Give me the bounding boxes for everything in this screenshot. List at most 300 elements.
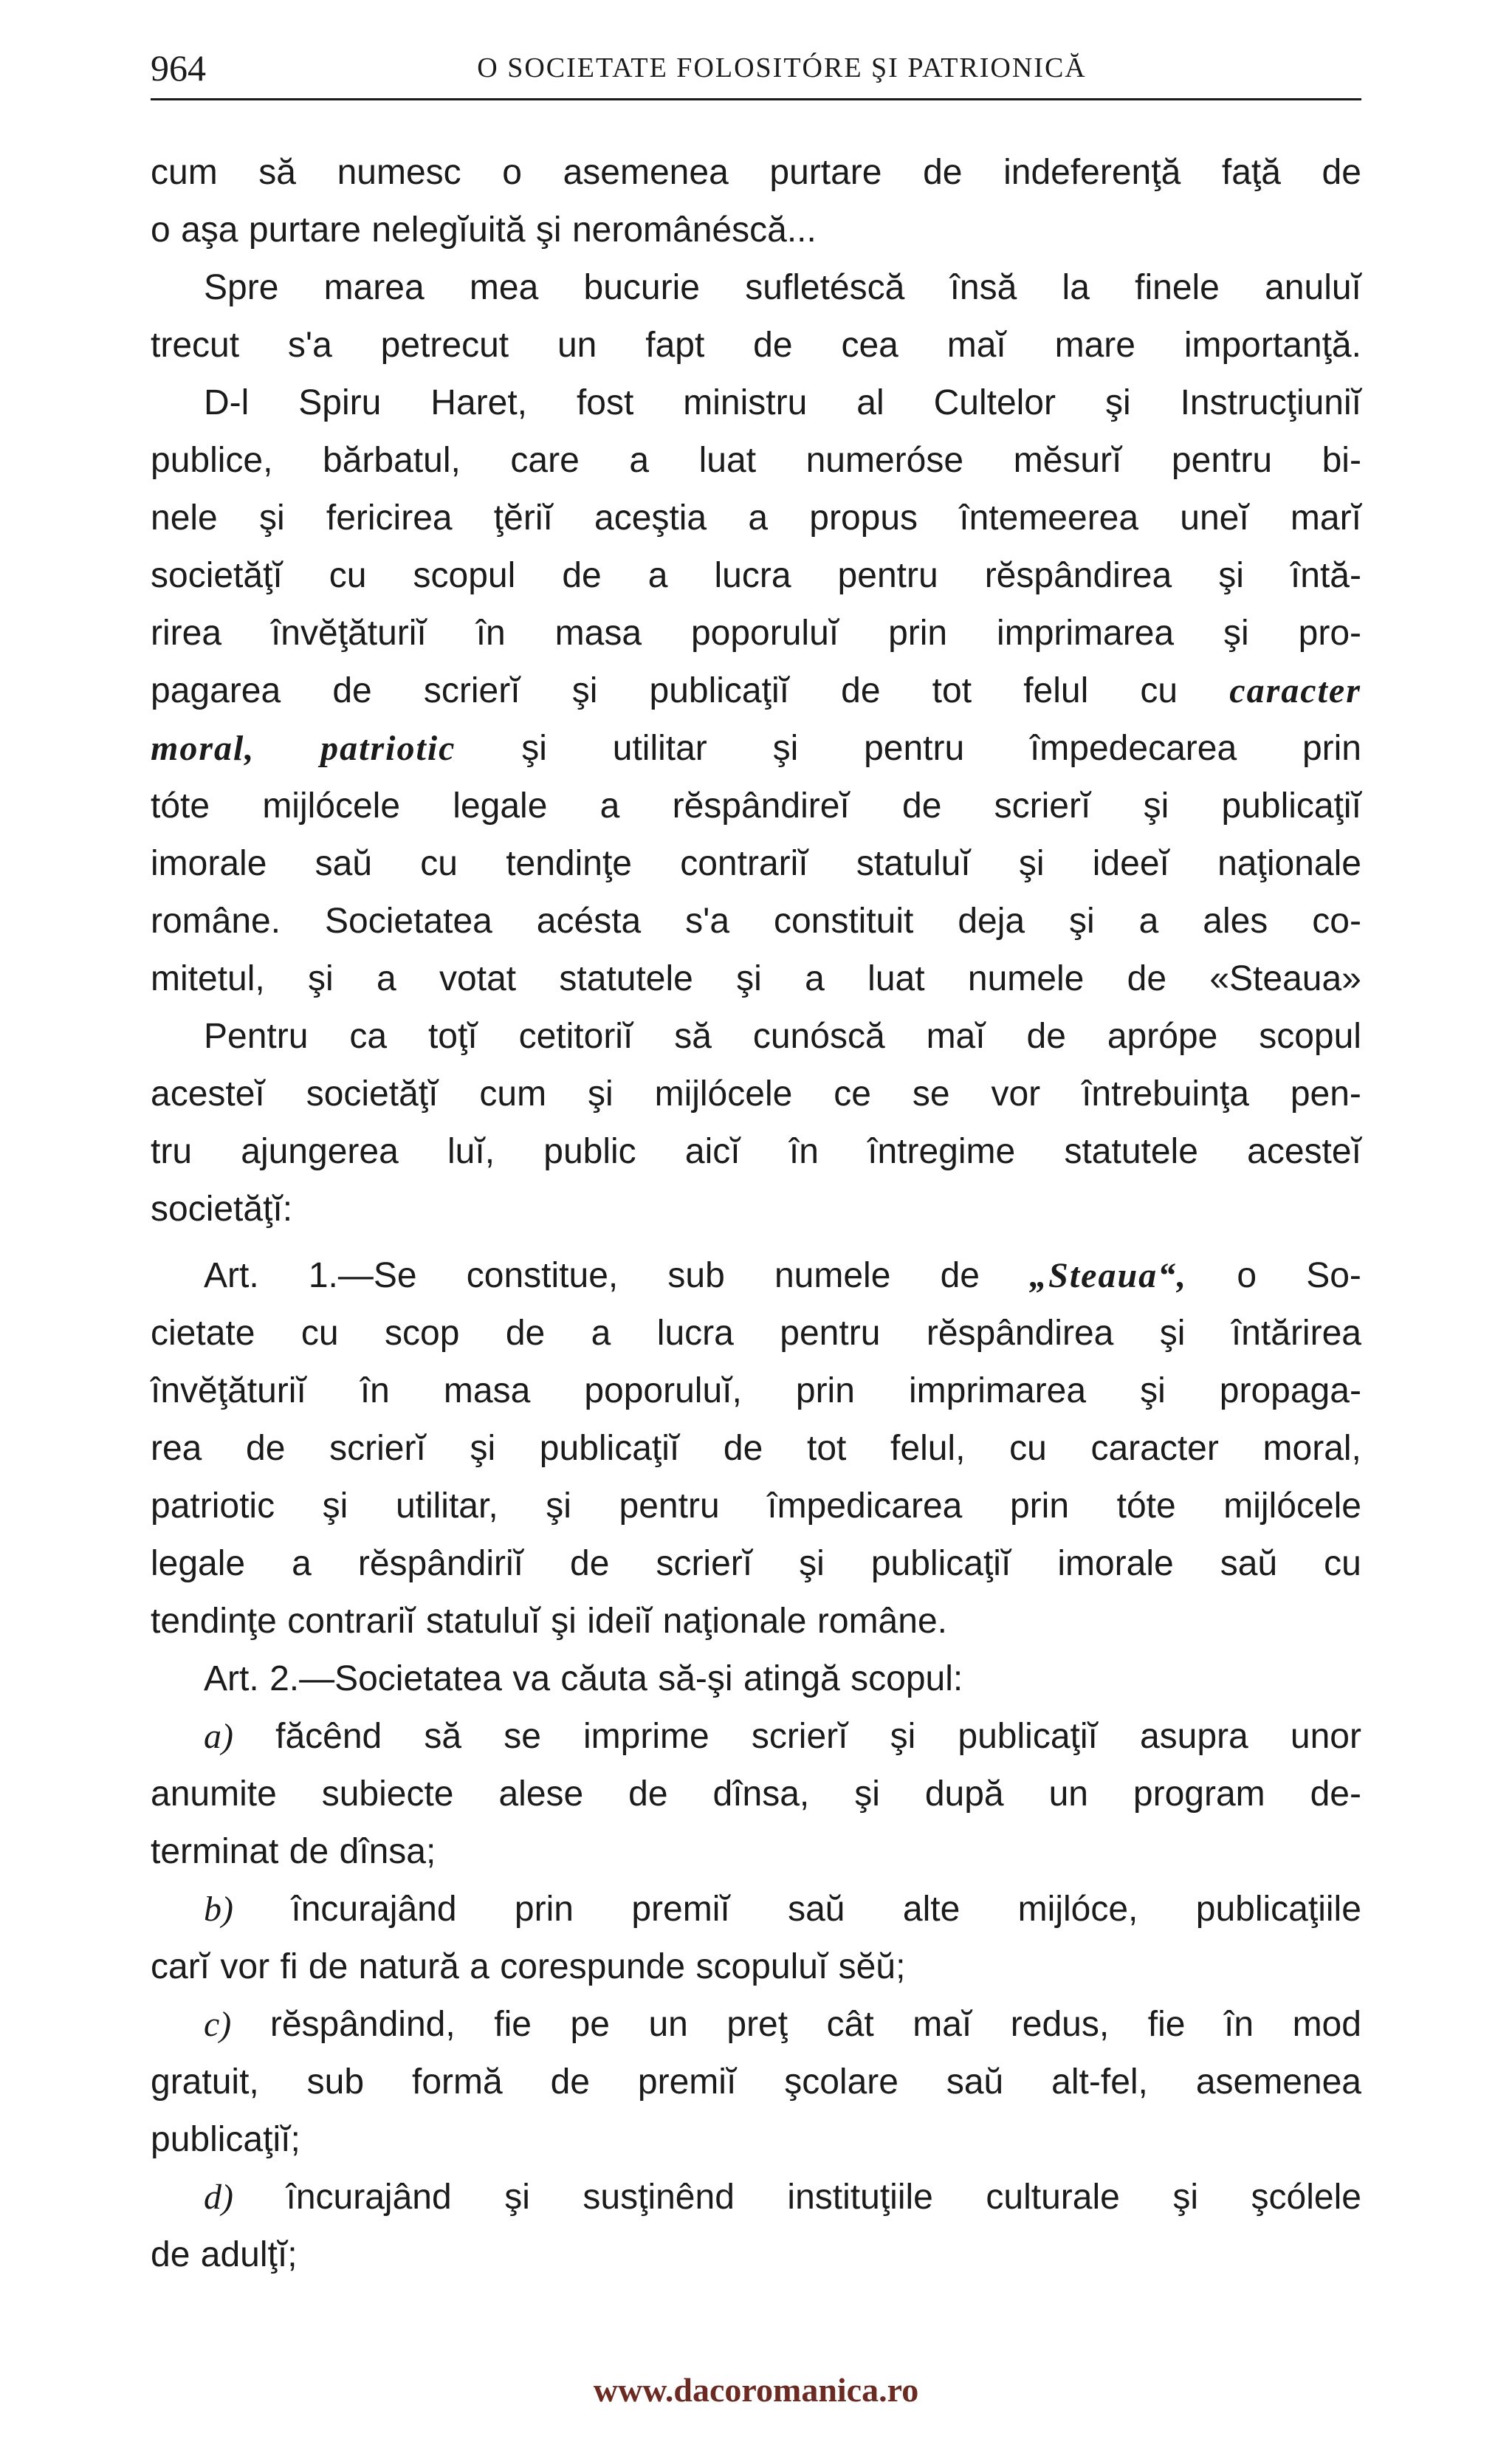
word: pe — [570, 2005, 610, 2044]
text-line — [151, 1996, 1361, 2054]
word: publicaţiĭ — [539, 1429, 680, 1468]
word: societăţĭ: — [151, 1190, 293, 1229]
word: 1.—Se — [308, 1256, 417, 1295]
word: pro- — [1298, 614, 1361, 653]
word: sub — [667, 1256, 725, 1295]
word: importanţă. — [1183, 326, 1361, 365]
word: publicaţiĭ — [958, 1717, 1098, 1756]
running-title: O SOCIETATE FOLOSITÓRE ŞI PATRIONICĂ — [477, 52, 1087, 83]
word: aicĭ — [684, 1132, 740, 1171]
header-rule — [151, 98, 1361, 100]
word: Haret, — [430, 383, 527, 422]
word: imprimarea — [908, 1371, 1087, 1410]
word: caracter — [1229, 671, 1361, 710]
text-line — [151, 374, 1361, 432]
word: scopul — [1259, 1017, 1361, 1056]
word: întemeerea — [959, 498, 1139, 538]
word: române. — [151, 902, 281, 941]
word: bărbatul, — [323, 441, 461, 480]
word: societăţĭ — [306, 1074, 439, 1114]
word: dînsa, — [712, 1774, 810, 1814]
word: imprime — [583, 1717, 709, 1756]
word: patriotic — [151, 1486, 275, 1526]
word: de- — [1310, 1774, 1361, 1814]
word: publicaţiĭ — [649, 671, 789, 710]
word: toţĭ — [427, 1017, 478, 1056]
text-line — [151, 1123, 1361, 1181]
word: premiĭ — [631, 1890, 730, 1929]
word: scrierĭ — [423, 671, 520, 710]
word: tot — [932, 671, 972, 710]
text-line — [151, 1766, 1361, 1823]
word: propaga- — [1219, 1371, 1361, 1410]
word: tendinţe — [151, 1602, 277, 1641]
word: acésta — [536, 902, 642, 941]
word: c) — [204, 2005, 232, 2044]
word: şi — [1172, 2178, 1199, 2217]
word: a — [629, 441, 650, 480]
word: învĕţăturiĭ — [151, 1371, 306, 1410]
text-line — [151, 2169, 1361, 2226]
word: Instrucţiuniĭ — [1180, 383, 1361, 422]
text-line — [151, 1420, 1361, 1478]
word: unor — [1290, 1717, 1361, 1756]
word: utilitar — [612, 729, 707, 768]
text-line — [151, 2226, 1361, 2284]
word: de — [1322, 153, 1361, 192]
word: alt-fel, — [1051, 2062, 1148, 2102]
text-line — [151, 1593, 1361, 1650]
word: imorale — [151, 844, 267, 883]
word: şi — [799, 1544, 825, 1583]
word: de — [550, 2062, 590, 2102]
word: bi- — [1322, 441, 1361, 480]
word: întărirea — [1231, 1314, 1361, 1353]
word: rĕspândirea — [926, 1314, 1114, 1353]
word: b) — [204, 1890, 233, 1929]
word: d) — [204, 2178, 233, 2217]
word: numesc — [337, 153, 461, 192]
word: se — [504, 1717, 541, 1756]
word: de — [841, 671, 881, 710]
word: numele — [967, 959, 1085, 998]
word: rirea — [151, 614, 222, 653]
word: române. — [817, 1602, 947, 1641]
word: pen- — [1290, 1074, 1361, 1114]
text-line — [151, 1708, 1361, 1766]
word: cu — [420, 844, 458, 883]
word: şi — [854, 1774, 880, 1814]
word: Spiru — [298, 383, 382, 422]
word: a — [805, 959, 825, 998]
word: numele — [774, 1256, 891, 1295]
text-line — [151, 605, 1361, 662]
word: ales — [1203, 902, 1268, 941]
word: caracter — [1090, 1429, 1219, 1468]
word: maĭ — [926, 1017, 986, 1056]
word: Cultelor — [933, 383, 1056, 422]
word: susţinênd — [583, 2178, 735, 2217]
page-number: 964 — [151, 47, 206, 89]
word: public — [543, 1132, 636, 1171]
word: anumite — [151, 1774, 277, 1814]
word: instituţiile — [787, 2178, 933, 2217]
word: sufletéscă — [745, 268, 905, 307]
word: D-l — [204, 383, 250, 422]
text-line — [151, 720, 1361, 778]
word: şi — [772, 729, 799, 768]
word: rĕspândirea — [984, 556, 1172, 595]
word: Art. — [204, 1256, 259, 1295]
word: cum — [151, 153, 218, 192]
word: pentru — [837, 556, 938, 595]
word: să — [674, 1017, 712, 1056]
word: ministru — [683, 383, 808, 422]
word: Spre — [204, 268, 279, 307]
word: prin — [1009, 1486, 1070, 1526]
word: finele — [1135, 268, 1220, 307]
word: imprimarea — [997, 614, 1175, 653]
word: mijlócele — [262, 786, 401, 826]
word: de — [246, 1429, 286, 1468]
word: patriotic — [320, 729, 456, 768]
word: saŭ — [946, 2062, 1004, 2102]
word: mea — [469, 268, 539, 307]
word: cunóscă — [752, 1017, 885, 1056]
word: după — [924, 1774, 1004, 1814]
word: şi — [1218, 556, 1244, 595]
word: pentru — [1171, 441, 1273, 480]
word: de — [628, 1774, 668, 1814]
word: de — [1026, 1017, 1066, 1056]
word: saŭ — [315, 844, 373, 883]
word: dînsa; — [339, 1832, 436, 1871]
word: ajungerea — [241, 1132, 399, 1171]
page-header — [151, 38, 1361, 97]
word: scop — [385, 1314, 460, 1353]
word: ideeĭ — [1092, 844, 1169, 883]
word: a — [1138, 902, 1159, 941]
word: de — [902, 786, 942, 826]
word: pentru — [864, 729, 965, 768]
word: propus — [809, 498, 918, 538]
word: redus, — [1010, 2005, 1110, 2044]
word: şi — [551, 1602, 577, 1641]
word: şcolare — [784, 2062, 898, 2102]
word: cu — [329, 556, 367, 595]
word: contrariĭ — [287, 1602, 416, 1641]
word: moral, — [151, 729, 255, 768]
word: faţă — [1221, 153, 1281, 192]
word: publicaţiĭ — [1221, 786, 1361, 826]
word: de — [753, 326, 793, 365]
word: un — [557, 326, 597, 365]
word: Societatea — [325, 902, 492, 941]
word: şi — [1104, 383, 1131, 422]
word: s'a — [685, 902, 730, 941]
text-line — [151, 1650, 1361, 1708]
word: scrierĭ — [656, 1544, 753, 1583]
word: şi — [1143, 786, 1169, 826]
word: ce — [834, 1074, 871, 1114]
word: culturale — [986, 2178, 1120, 2217]
word: formă — [411, 2062, 503, 2102]
word: ideiĭ — [587, 1602, 653, 1641]
text-line — [151, 1066, 1361, 1123]
word: «Steaua» — [1209, 959, 1361, 998]
word: scopuluĭ — [695, 1947, 828, 1986]
word: fie — [1147, 2005, 1186, 2044]
word: ca — [349, 1017, 388, 1056]
word: purtare — [248, 210, 361, 250]
word: lucra — [714, 556, 791, 595]
word: preţ — [726, 2005, 788, 2044]
word: pentru — [780, 1314, 881, 1353]
word: adulţĭ; — [200, 2235, 298, 2274]
word: fericirea — [326, 498, 453, 538]
word: constitue, — [466, 1256, 619, 1295]
word: care — [510, 441, 580, 480]
word: însă — [949, 268, 1017, 307]
text-line — [151, 1305, 1361, 1362]
word: a — [591, 1314, 611, 1353]
word: cât — [826, 2005, 874, 2044]
word: şi — [546, 1486, 571, 1526]
word: de — [308, 1947, 348, 1986]
word: cu — [1140, 671, 1178, 710]
word: deja — [958, 902, 1025, 941]
word: şi — [571, 671, 598, 710]
word: de — [151, 2235, 190, 2274]
word: întrebuinţa — [1082, 1074, 1249, 1114]
word: de — [505, 1314, 546, 1353]
text-line — [151, 259, 1361, 317]
word: luat — [867, 959, 925, 998]
word: mijlócele — [654, 1074, 793, 1114]
word: maĭ — [946, 326, 1006, 365]
word: de — [940, 1256, 980, 1295]
word: nele — [151, 498, 218, 538]
text-line — [151, 202, 1361, 259]
word: a — [470, 1947, 489, 1986]
word: mare — [1054, 326, 1135, 365]
word: asemenea — [563, 153, 729, 192]
word: tóte — [151, 786, 210, 826]
word: cu — [1009, 1429, 1047, 1468]
word: şi — [587, 1074, 614, 1114]
word: acesteĭ — [1247, 1132, 1361, 1171]
text-line — [151, 1247, 1361, 1305]
word: votat — [439, 959, 517, 998]
word: rĕspândiriĭ — [357, 1544, 523, 1583]
word: un — [648, 2005, 688, 2044]
word: natură — [358, 1947, 459, 1986]
word: şi — [1140, 1371, 1166, 1410]
word: făcênd — [275, 1717, 382, 1756]
word: masa — [554, 614, 642, 653]
word: felul, — [890, 1429, 966, 1468]
word: şcólele — [1251, 2178, 1361, 2217]
word: ţĕriĭ — [493, 498, 553, 538]
word: mĕsurĭ — [1013, 441, 1122, 480]
word: o — [151, 210, 171, 250]
word: împedicarea — [767, 1486, 963, 1526]
word: subiecte — [321, 1774, 454, 1814]
word: prin — [888, 614, 948, 653]
word: asupra — [1139, 1717, 1248, 1756]
word: în — [360, 1371, 390, 1410]
word: publicaţiile — [1195, 1890, 1361, 1929]
word: tru — [151, 1132, 193, 1171]
word: scopul — [413, 556, 516, 595]
word: gratuit, — [151, 2062, 259, 2102]
word: cum — [479, 1074, 547, 1114]
word: întă- — [1290, 556, 1361, 595]
word: aşa — [181, 210, 238, 250]
text-line — [151, 1938, 1361, 1996]
word: statutele — [559, 959, 693, 998]
word: fie — [494, 2005, 532, 2044]
word: de — [562, 556, 602, 595]
word: purtare — [769, 153, 882, 192]
word: cetitoriĭ — [518, 1017, 633, 1056]
word: de — [923, 153, 963, 192]
word: învĕţăturiĭ — [270, 614, 427, 653]
word: sub — [306, 2062, 365, 2102]
word: maĭ — [913, 2005, 972, 2044]
word: publicaţiĭ; — [151, 2120, 300, 2159]
word: atingă — [743, 1659, 840, 1698]
text-line — [151, 1008, 1361, 1066]
word: Pentru — [204, 1017, 309, 1056]
text-line — [151, 2111, 1361, 2169]
text-line — [151, 317, 1361, 374]
word: de — [723, 1429, 763, 1468]
word: cea — [841, 326, 898, 365]
word: legale — [453, 786, 548, 826]
word: pentru — [619, 1486, 720, 1526]
body-text — [151, 144, 1361, 2284]
text-line — [151, 432, 1361, 490]
word: marea — [323, 268, 425, 307]
word: alese — [498, 1774, 584, 1814]
word: prin — [795, 1371, 855, 1410]
word: masa — [443, 1371, 531, 1410]
word: saŭ — [788, 1890, 845, 1929]
word: rĕspândireĭ — [672, 786, 850, 826]
word: utilitar, — [395, 1486, 498, 1526]
text-line — [151, 490, 1361, 547]
text-line — [151, 1535, 1361, 1593]
word: contrariĭ — [680, 844, 808, 883]
word: prin — [514, 1890, 574, 1929]
text-line — [151, 1881, 1361, 1938]
word: aceştia — [594, 498, 707, 538]
source-watermark: www.dacoromanica.ro — [593, 2371, 919, 2409]
word: a — [599, 786, 620, 826]
word: lucra — [656, 1314, 734, 1353]
word: „Steaua“, — [1029, 1256, 1188, 1295]
word: prin — [1302, 729, 1361, 768]
word: încurajând — [291, 1890, 457, 1929]
word: terminat — [151, 1832, 279, 1871]
word: o — [1237, 1256, 1257, 1295]
text-line — [151, 2054, 1361, 2111]
word: scrierĭ — [751, 1717, 848, 1756]
word: naţionale — [1217, 844, 1361, 883]
word: mijlócele — [1223, 1486, 1361, 1526]
text-line — [151, 1823, 1361, 1881]
word: la — [1062, 268, 1090, 307]
word: sĕŭ; — [838, 1947, 906, 1986]
word: bucurie — [583, 268, 700, 307]
word: felul — [1023, 671, 1089, 710]
word: vor — [991, 1074, 1041, 1114]
word: imorale — [1057, 1544, 1174, 1583]
word: împedecarea — [1029, 729, 1237, 768]
word: luĭ, — [447, 1132, 495, 1171]
word: publice, — [151, 441, 273, 480]
word: în — [475, 614, 506, 653]
word: şi — [1018, 844, 1045, 883]
word: carĭ — [151, 1947, 210, 1986]
text-line — [151, 893, 1361, 950]
word: şi — [1159, 1314, 1186, 1353]
word: un — [1048, 1774, 1088, 1814]
word: şi — [470, 1429, 496, 1468]
word: va — [512, 1659, 551, 1698]
word: acesteĭ — [151, 1074, 265, 1114]
word: corespunde — [500, 1947, 686, 1986]
word: cu — [300, 1314, 339, 1353]
word: anuluĭ — [1265, 268, 1361, 307]
word: saŭ — [1220, 1544, 1278, 1583]
word: statuluĭ — [856, 844, 971, 883]
word: indeferenţă — [1003, 153, 1181, 192]
word: petrecut — [380, 326, 509, 365]
word: scrierĭ — [329, 1429, 426, 1468]
word: poporuluĭ, — [584, 1371, 742, 1410]
word: vor — [220, 1947, 270, 1986]
word: statuluĭ — [425, 1602, 540, 1641]
word: de — [570, 1544, 610, 1583]
word: încurajând — [286, 2178, 452, 2217]
word: de — [332, 671, 372, 710]
word: şi — [535, 210, 562, 250]
word: cu — [1324, 1544, 1361, 1583]
word: a — [377, 959, 396, 998]
word: premiĭ — [637, 2062, 737, 2102]
word: poporuluĭ — [690, 614, 839, 653]
word: o — [502, 153, 522, 192]
word: tot — [806, 1429, 847, 1468]
word: luat — [698, 441, 757, 480]
word: trecut — [151, 326, 240, 365]
word: şi — [521, 729, 547, 768]
word: neromânéscă... — [571, 210, 817, 250]
word: să — [424, 1717, 462, 1756]
word: să — [258, 153, 296, 192]
word: fost — [576, 383, 634, 422]
word: şi — [890, 1717, 916, 1756]
word: asemenea — [1195, 2062, 1361, 2102]
word: Art. — [204, 1659, 259, 1698]
word: marĭ — [1290, 498, 1361, 538]
word: program — [1133, 1774, 1265, 1814]
word: pagarea — [151, 671, 281, 710]
word: publicaţiĭ — [870, 1544, 1011, 1583]
word: rea — [151, 1429, 202, 1468]
